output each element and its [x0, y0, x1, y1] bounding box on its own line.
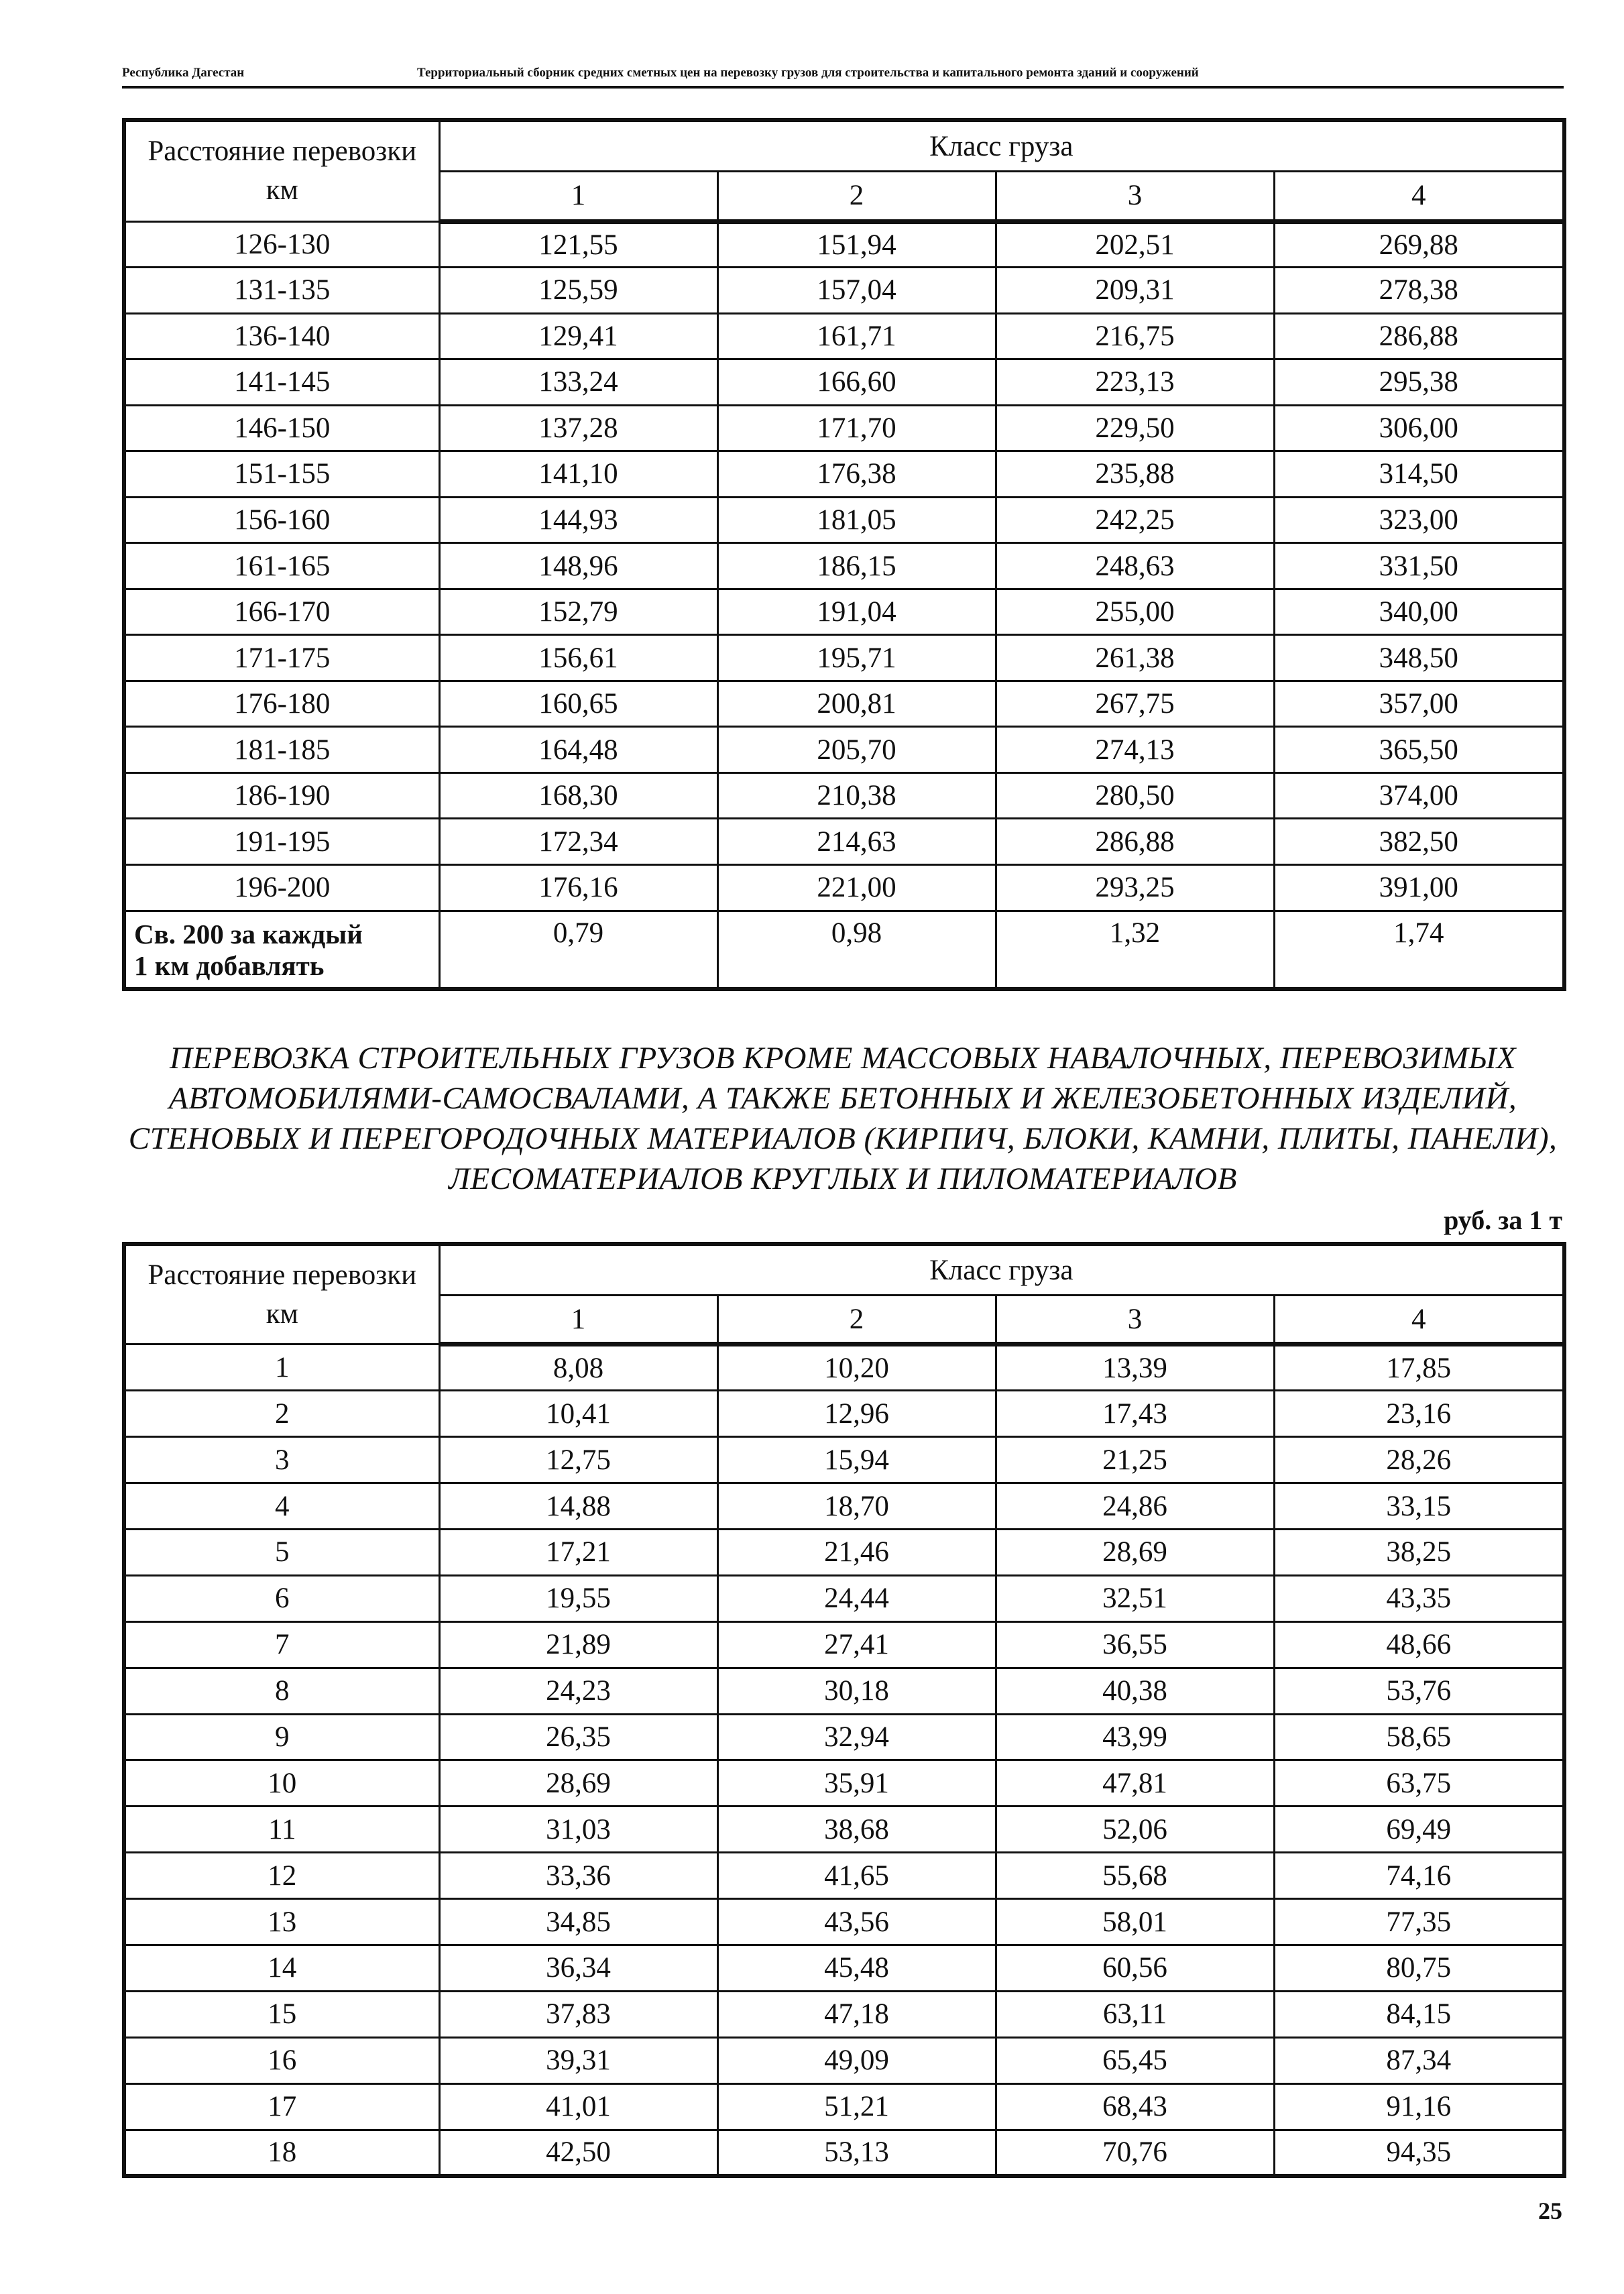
rate-cell: 141,10: [439, 451, 717, 498]
tariff-table-long-distance: [122, 118, 1566, 991]
rate-cell: 10,20: [717, 1344, 996, 1391]
class-col-header: 2: [717, 172, 996, 222]
rate-cell: 161,71: [717, 313, 996, 359]
rate-cell: 17,85: [1274, 1344, 1564, 1391]
rate-cell: 286,88: [996, 819, 1274, 865]
class-col-header: 1: [439, 172, 717, 222]
distance-cell: 151-155: [124, 451, 439, 498]
table-row: [124, 1437, 1564, 1483]
rate-cell: 47,81: [996, 1760, 1274, 1806]
distance-cell: 7: [124, 1621, 439, 1668]
rate-cell: 80,75: [1274, 1945, 1564, 1992]
table-row: [124, 1714, 1564, 1760]
rate-cell: 32,51: [996, 1575, 1274, 1621]
table-row: [124, 2130, 1564, 2176]
extra-km-value: 0,98: [717, 911, 996, 989]
table-row: [124, 2083, 1564, 2130]
distance-cell: 141-145: [124, 359, 439, 406]
rate-cell: 200,81: [717, 681, 996, 727]
rate-cell: 34,85: [439, 1899, 717, 1945]
distance-cell: 13: [124, 1899, 439, 1945]
distance-cell: 4: [124, 1483, 439, 1530]
rate-cell: 293,25: [996, 864, 1274, 911]
distance-cell: 191-195: [124, 819, 439, 865]
header-region: Республика Дагестан: [122, 66, 245, 80]
rate-cell: 15,94: [717, 1437, 996, 1483]
rate-cell: 340,00: [1274, 589, 1564, 635]
rate-cell: 55,68: [996, 1853, 1274, 1899]
table-row: [124, 864, 1564, 911]
rate-cell: 8,08: [439, 1344, 717, 1391]
rate-cell: 156,61: [439, 635, 717, 681]
rate-cell: 21,89: [439, 1621, 717, 1668]
rate-cell: 52,06: [996, 1806, 1274, 1853]
section-title: ПЕРЕВОЗКА СТРОИТЕЛЬНЫХ ГРУЗОВ КРОМЕ МАССОВЫХ НАВАЛОЧНЫХ, ПЕРЕВОЗИМЫХ АВТОМОБИЛЯМИ-САМОСВАЛАМИ, А ТАКЖЕ БЕТОННЫХ И ЖЕЛЕЗОБЕТОННЫХ ИЗДЕЛИЙ, СТЕНОВЫХ И ПЕРЕГОРОДОЧНЫХ МАТЕРИАЛОВ (КИРПИЧ, БЛОКИ, КАМНИ, ПЛИТЫ, ПАНЕЛИ), ЛЕСОМАТЕРИАЛОВ КРУГЛЫХ И ПИЛОМАТЕРИАЛОВ: [128, 1041, 1558, 1196]
rate-cell: 17,43: [996, 1391, 1274, 1437]
distance-cell: 14: [124, 1945, 439, 1992]
table-row: [124, 2037, 1564, 2083]
rate-cell: 45,48: [717, 1945, 996, 1992]
rate-cell: 133,24: [439, 359, 717, 406]
rate-cell: 186,15: [717, 543, 996, 589]
rate-cell: 27,41: [717, 1621, 996, 1668]
class-col-header: 3: [996, 172, 1274, 222]
distance-cell: 146-150: [124, 405, 439, 451]
distance-cell: 18: [124, 2130, 439, 2176]
table-row: [124, 727, 1564, 773]
class-col-header: 3: [996, 1296, 1274, 1344]
rate-cell: 176,16: [439, 864, 717, 911]
rate-cell: 248,63: [996, 543, 1274, 589]
rate-cell: 94,35: [1274, 2130, 1564, 2176]
distance-cell: 186-190: [124, 772, 439, 819]
rate-cell: 269,88: [1274, 221, 1564, 268]
rate-cell: 278,38: [1274, 268, 1564, 314]
rate-cell: 30,18: [717, 1668, 996, 1714]
rate-cell: 152,79: [439, 589, 717, 635]
header-rule: [122, 86, 1564, 89]
rate-cell: 195,71: [717, 635, 996, 681]
rate-cell: 43,35: [1274, 1575, 1564, 1621]
extra-km-label: Св. 200 за каждый 1 км добавлять: [124, 911, 439, 989]
rate-cell: 295,38: [1274, 359, 1564, 406]
unit-label: руб. за 1 т: [1444, 1205, 1562, 1235]
rate-cell: 65,45: [996, 2037, 1274, 2083]
rate-cell: 255,00: [996, 589, 1274, 635]
rate-cell: 314,50: [1274, 451, 1564, 498]
rate-cell: 53,13: [717, 2130, 996, 2176]
distance-cell: 156-160: [124, 497, 439, 543]
rate-cell: 13,39: [996, 1344, 1274, 1391]
table-row: [124, 451, 1564, 498]
cargo-class-header: Класс груза: [439, 120, 1564, 172]
rate-cell: 374,00: [1274, 772, 1564, 819]
rate-cell: 68,43: [996, 2083, 1274, 2130]
distance-cell: 2: [124, 1391, 439, 1437]
distance-cell: 176-180: [124, 681, 439, 727]
rate-cell: 41,01: [439, 2083, 717, 2130]
rate-cell: 63,11: [996, 1991, 1274, 2037]
distance-cell: 3: [124, 1437, 439, 1483]
running-header: [122, 62, 1564, 89]
table-row: [124, 221, 1564, 268]
rate-cell: 37,83: [439, 1991, 717, 2037]
table-row: [124, 1483, 1564, 1530]
class-col-header: 4: [1274, 1296, 1564, 1344]
rate-cell: 24,44: [717, 1575, 996, 1621]
rate-cell: 348,50: [1274, 635, 1564, 681]
class-col-header: 4: [1274, 172, 1564, 222]
distance-cell: 181-185: [124, 727, 439, 773]
cargo-class-header: Класс груза: [439, 1244, 1564, 1296]
header-collection-title: Территориальный сборник средних сметных цен на перевозку грузов для строительства и капитального ремонта зданий и сооружений: [417, 66, 1199, 80]
rate-cell: 53,76: [1274, 1668, 1564, 1714]
distance-cell: 15: [124, 1991, 439, 2037]
extra-km-row: [124, 911, 1564, 989]
rate-cell: 214,63: [717, 819, 996, 865]
rate-cell: 36,34: [439, 1945, 717, 1992]
rate-cell: 205,70: [717, 727, 996, 773]
rate-cell: 221,00: [717, 864, 996, 911]
rate-cell: 39,31: [439, 2037, 717, 2083]
table-row: [124, 1991, 1564, 2037]
table-body: [124, 221, 1564, 911]
rate-cell: 28,69: [439, 1760, 717, 1806]
rate-cell: 21,46: [717, 1530, 996, 1576]
rate-cell: 216,75: [996, 313, 1274, 359]
tariff-table-short-distance: [122, 1242, 1566, 2178]
rate-cell: 33,15: [1274, 1483, 1564, 1530]
rate-cell: 12,96: [717, 1391, 996, 1437]
rate-cell: 60,56: [996, 1945, 1274, 1992]
rate-cell: 84,15: [1274, 1991, 1564, 2037]
rate-cell: 286,88: [1274, 313, 1564, 359]
rate-cell: 235,88: [996, 451, 1274, 498]
extra-km-value: 1,74: [1274, 911, 1564, 989]
distance-cell: 131-135: [124, 268, 439, 314]
rate-cell: 48,66: [1274, 1621, 1564, 1668]
rate-cell: 171,70: [717, 405, 996, 451]
distance-cell: 166-170: [124, 589, 439, 635]
rate-cell: 28,26: [1274, 1437, 1564, 1483]
rate-cell: 17,21: [439, 1530, 717, 1576]
rate-cell: 274,13: [996, 727, 1274, 773]
rate-cell: 36,55: [996, 1621, 1274, 1668]
rate-cell: 77,35: [1274, 1899, 1564, 1945]
rate-cell: 157,04: [717, 268, 996, 314]
rate-cell: 49,09: [717, 2037, 996, 2083]
rate-cell: 391,00: [1274, 864, 1564, 911]
rate-cell: 18,70: [717, 1483, 996, 1530]
rate-cell: 43,56: [717, 1899, 996, 1945]
distance-cell: 17: [124, 2083, 439, 2130]
table-row: [124, 1806, 1564, 1853]
distance-cell: 11: [124, 1806, 439, 1853]
rate-cell: 69,49: [1274, 1806, 1564, 1853]
table-row: [124, 1760, 1564, 1806]
rate-cell: 74,16: [1274, 1853, 1564, 1899]
table-row: [124, 405, 1564, 451]
table-row: [124, 1668, 1564, 1714]
rate-cell: 125,59: [439, 268, 717, 314]
rate-cell: 63,75: [1274, 1760, 1564, 1806]
table-row: [124, 268, 1564, 314]
rate-cell: 191,04: [717, 589, 996, 635]
rate-cell: 58,01: [996, 1899, 1274, 1945]
distance-cell: 16: [124, 2037, 439, 2083]
rate-cell: 31,03: [439, 1806, 717, 1853]
rate-cell: 202,51: [996, 221, 1274, 268]
rate-cell: 41,65: [717, 1853, 996, 1899]
table-row: [124, 1899, 1564, 1945]
distance-cell: 196-200: [124, 864, 439, 911]
rate-cell: 87,34: [1274, 2037, 1564, 2083]
table-row: [124, 589, 1564, 635]
table-row: [124, 635, 1564, 681]
table-row: [124, 1344, 1564, 1391]
page-number: 25: [1538, 2197, 1562, 2224]
rate-cell: 32,94: [717, 1714, 996, 1760]
rate-cell: 365,50: [1274, 727, 1564, 773]
rate-cell: 267,75: [996, 681, 1274, 727]
rate-cell: 172,34: [439, 819, 717, 865]
rate-cell: 33,36: [439, 1853, 717, 1899]
rate-cell: 210,38: [717, 772, 996, 819]
rate-cell: 166,60: [717, 359, 996, 406]
table-row: [124, 359, 1564, 406]
rate-cell: 357,00: [1274, 681, 1564, 727]
table-body: [124, 1344, 1564, 2176]
distance-cell: 5: [124, 1530, 439, 1576]
table-row: [124, 1575, 1564, 1621]
rate-cell: 223,13: [996, 359, 1274, 406]
rate-cell: 144,93: [439, 497, 717, 543]
rate-cell: 261,38: [996, 635, 1274, 681]
distance-header: Расстояние перевозки км: [124, 1244, 439, 1344]
rate-cell: 331,50: [1274, 543, 1564, 589]
table-row: [124, 819, 1564, 865]
rate-cell: 91,16: [1274, 2083, 1564, 2130]
rate-cell: 168,30: [439, 772, 717, 819]
rate-cell: 40,38: [996, 1668, 1274, 1714]
rate-cell: 28,69: [996, 1530, 1274, 1576]
rate-cell: 242,25: [996, 497, 1274, 543]
rate-cell: 14,88: [439, 1483, 717, 1530]
rate-cell: 70,76: [996, 2130, 1274, 2176]
rate-cell: 181,05: [717, 497, 996, 543]
rate-cell: 382,50: [1274, 819, 1564, 865]
rate-cell: 26,35: [439, 1714, 717, 1760]
rate-cell: 176,38: [717, 451, 996, 498]
rate-cell: 148,96: [439, 543, 717, 589]
rate-cell: 209,31: [996, 268, 1274, 314]
table-row: [124, 313, 1564, 359]
table-row: [124, 1621, 1564, 1668]
rate-cell: 58,65: [1274, 1714, 1564, 1760]
rate-cell: 280,50: [996, 772, 1274, 819]
extra-km-value: 0,79: [439, 911, 717, 989]
distance-cell: 136-140: [124, 313, 439, 359]
table-row: [124, 1945, 1564, 1992]
rate-cell: 151,94: [717, 221, 996, 268]
class-col-header: 2: [717, 1296, 996, 1344]
rate-cell: 121,55: [439, 221, 717, 268]
rate-cell: 47,18: [717, 1991, 996, 2037]
rate-cell: 42,50: [439, 2130, 717, 2176]
table-row: [124, 772, 1564, 819]
rate-cell: 306,00: [1274, 405, 1564, 451]
extra-km-value: 1,32: [996, 911, 1274, 989]
table-row: [124, 681, 1564, 727]
distance-header: Расстояние перевозки км: [124, 120, 439, 221]
rate-cell: 24,86: [996, 1483, 1274, 1530]
class-col-header: 1: [439, 1296, 717, 1344]
rate-cell: 38,25: [1274, 1530, 1564, 1576]
rate-cell: 160,65: [439, 681, 717, 727]
distance-cell: 8: [124, 1668, 439, 1714]
table-row: [124, 1530, 1564, 1576]
rate-cell: 35,91: [717, 1760, 996, 1806]
rate-cell: 24,23: [439, 1668, 717, 1714]
rate-cell: 51,21: [717, 2083, 996, 2130]
rate-cell: 129,41: [439, 313, 717, 359]
rate-cell: 23,16: [1274, 1391, 1564, 1437]
rate-cell: 229,50: [996, 405, 1274, 451]
distance-cell: 9: [124, 1714, 439, 1760]
rate-cell: 19,55: [439, 1575, 717, 1621]
rate-cell: 137,28: [439, 405, 717, 451]
rate-cell: 12,75: [439, 1437, 717, 1483]
table-row: [124, 1391, 1564, 1437]
distance-cell: 171-175: [124, 635, 439, 681]
distance-cell: 161-165: [124, 543, 439, 589]
rate-cell: 323,00: [1274, 497, 1564, 543]
rate-cell: 164,48: [439, 727, 717, 773]
distance-cell: 1: [124, 1344, 439, 1391]
rate-cell: 21,25: [996, 1437, 1274, 1483]
table-row: [124, 1853, 1564, 1899]
rate-cell: 38,68: [717, 1806, 996, 1853]
rate-cell: 10,41: [439, 1391, 717, 1437]
distance-cell: 12: [124, 1853, 439, 1899]
table-row: [124, 497, 1564, 543]
distance-cell: 10: [124, 1760, 439, 1806]
distance-cell: 126-130: [124, 221, 439, 268]
rate-cell: 43,99: [996, 1714, 1274, 1760]
distance-cell: 6: [124, 1575, 439, 1621]
table-row: [124, 543, 1564, 589]
